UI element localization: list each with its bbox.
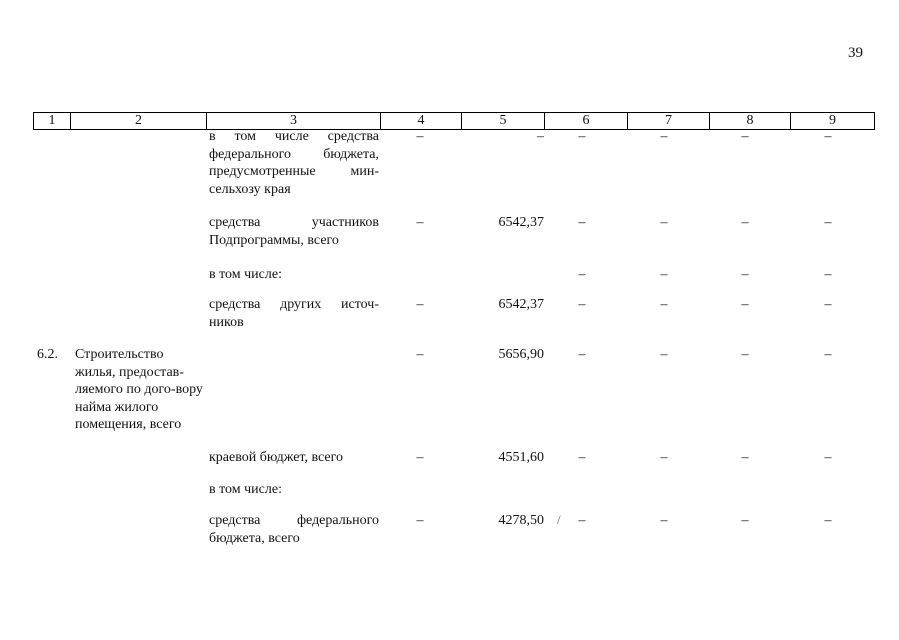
- header-col-5: 5: [499, 113, 507, 128]
- value-cell: 4551,60: [498, 450, 544, 465]
- value-cell: –: [416, 347, 424, 362]
- value-cell: –: [578, 215, 586, 230]
- funding-source-cell: в том числе:: [209, 482, 282, 497]
- header-col-3: 3: [290, 113, 297, 128]
- page-number: 39: [848, 45, 863, 61]
- value-cell: –: [741, 513, 749, 528]
- header-col-6: 6: [582, 113, 590, 128]
- value-cell: –: [660, 347, 668, 362]
- funding-source-cell: в том числе средства федерального бюджета, предусмотренные мин-сельхозу края: [209, 129, 379, 197]
- value-cell: –: [741, 129, 749, 144]
- value-cell: –: [660, 267, 668, 282]
- value-cell: –: [741, 347, 749, 362]
- value-cell: 4278,50: [498, 513, 544, 528]
- funding-source-cell: в том числе:: [209, 267, 282, 282]
- value-cell: –: [660, 513, 668, 528]
- value-cell: –: [660, 129, 668, 144]
- value-cell: –: [660, 450, 668, 465]
- value-cell: –: [824, 297, 832, 312]
- handwritten-mark: /: [557, 512, 561, 527]
- header-col-9: 9: [829, 113, 836, 128]
- header-col-2: 2: [135, 113, 142, 128]
- value-cell: –: [578, 129, 586, 144]
- value-cell: –: [416, 450, 424, 465]
- header-col-8: 8: [746, 113, 754, 128]
- value-cell: –: [578, 513, 586, 528]
- value-cell: –: [416, 297, 424, 312]
- item-number-cell: 6.2.: [37, 347, 58, 362]
- value-cell: 6542,37: [498, 215, 544, 230]
- value-cell: –: [578, 347, 586, 362]
- value-cell: 5656,90: [498, 347, 544, 362]
- value-cell: –: [741, 267, 749, 282]
- value-cell: –: [824, 267, 832, 282]
- value-cell: –: [416, 215, 424, 230]
- funding-source-cell: краевой бюджет, всего: [209, 450, 344, 465]
- value-cell: –: [578, 297, 586, 312]
- value-cell: –: [578, 450, 586, 465]
- value-cell: –: [824, 450, 832, 465]
- item-name-cell: Строительство жилья, предостав-ляемого по дого-вору найма жилого помещения, всего: [75, 347, 203, 432]
- value-cell: –: [416, 129, 424, 144]
- value-cell: 6542,37: [498, 297, 544, 312]
- funding-source-cell: средства участников Подпрограммы, всего: [209, 215, 379, 248]
- value-cell: –: [537, 129, 544, 144]
- header-col-4: 4: [417, 113, 425, 128]
- value-cell: –: [824, 347, 832, 362]
- value-cell: –: [824, 215, 832, 230]
- header-col-1: 1: [48, 113, 56, 128]
- value-cell: –: [660, 215, 668, 230]
- value-cell: –: [416, 513, 424, 528]
- value-cell: –: [741, 297, 749, 312]
- value-cell: –: [660, 297, 668, 312]
- header-col-7: 7: [665, 113, 672, 128]
- funding-source-cell: средства других источ-ников: [209, 297, 379, 330]
- value-cell: –: [741, 450, 749, 465]
- funding-source-cell: средства федерального бюджета, всего: [209, 513, 379, 546]
- value-cell: –: [741, 215, 749, 230]
- value-cell: –: [824, 513, 832, 528]
- value-cell: –: [578, 267, 586, 282]
- value-cell: –: [824, 129, 832, 144]
